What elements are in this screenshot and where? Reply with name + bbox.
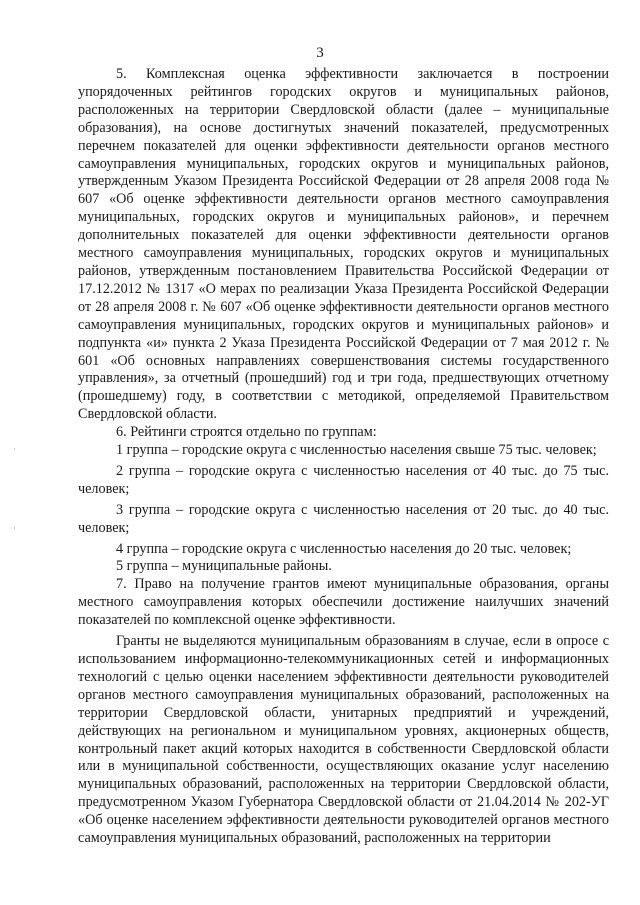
paragraph-item-5: 5. Комплексная оценка эффективности заключается в построении упорядоченных рейтингов городских округов и муниципальных районов, расположенных на территории Свердловской области (далее – муниципальные образования), на основе достигнутых значений показателей, предусмотренных перечнем показателей для оценки эффективности деятельности органов местного самоуправления муниципальных, городских округов и муниципальных районов, утвержденным Указом Президента Российской Федерации от 28 апреля 2008 года № 607 «Об оценке эффективности деятельности органов местного самоуправления муниципальных, городских округов и муниципальных районов», и перечнем дополнительных показателей для оценки эффективности деятельности органов местного самоуправления муниципальных, городских округов и муниципальных районов, утвержденным постановлением Правительства Российской Федерации от 17.12.2012 № 1317 «О мерах по реализации Указа Президента Российской Федерации от 28 апреля 2008 г. № 607 «Об оценке эффективности деятельности органов местного самоуправления муниципальных, городских округов и муниципальных районов» и подпункта «и» пункта 2 Указа Президента Российской Федерации от 7 мая 2012 г. № 601 «Об основных направлениях совершенствования системы государственного управления», за отчетный (прошедший) год и три года, предшествующих отчетному (прошедшему) году, в соответствии с методикой, определяемой Правительством Свердловской области. [78,66,609,423]
scan-margin-mark [14,448,15,450]
document-body [78,66,609,848]
scan-margin-mark [14,527,15,529]
paragraph-item-6: 6. Рейтинги строятся отдельно по группам: [116,424,377,441]
grants-exclusion-paragraph: Гранты не выделяются муниципальным образованиям в случае, если в опросе с использованием информационно-телекоммуникационных сетей и информационных технологий с целью оценки населением эффективности деятельности руководителей органов местного самоуправления муниципальных образований, расположенных на территории Свердловской области, унитарных предприятий и учреждений, действующих на региональном и муниципальном уровнях, акционерных обществ, контрольный пакет акций которых находится в собственности Свердловской области или в муниципальной собственности, осуществляющих оказание услуг населению муниципальных образований, расположенных на территории Свердловской области, предусмотренном Указом Губернатора Свердловской области от 21.04.2014 № 202-УГ «Об оценке населением эффективности деятельности руководителей органов местного самоуправления муниципальных образований, расположенных на территории [78,633,609,847]
group-5-item: 5 группа – муниципальные районы. [116,558,332,575]
group-1-item: 1 группа – городские округа с численностью населения свыше 75 тыс. человек; [116,442,597,459]
group-4-item: 4 группа – городские округа с численностью населения до 20 тыс. человек; [116,540,572,557]
group-3-item: 3 группа – городские округа с численностью населения от 20 тыс. до 40 тыс. человек; [78,501,609,536]
group-2-item: 2 группа – городские округа с численностью населения от 40 тыс. до 75 тыс. человек; [78,462,609,497]
paragraph-item-7: 7. Право на получение грантов имеют муниципальные образования, органы местного самоуправления которых обеспечили достижение наилучших значений показателей по комплексной оценке эффективности. [78,576,609,629]
page-number: 3 [316,45,324,61]
